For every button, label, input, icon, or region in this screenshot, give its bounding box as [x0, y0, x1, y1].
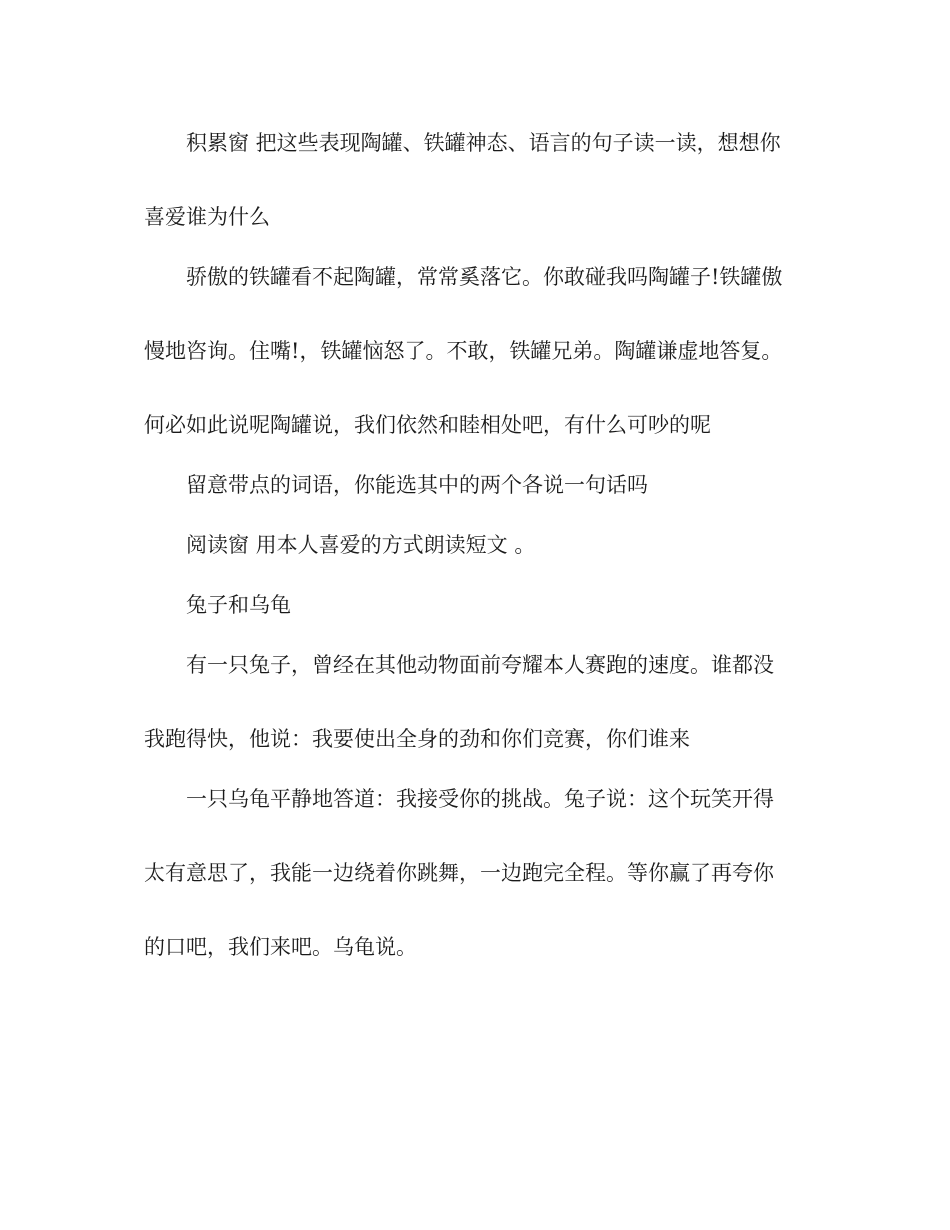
text-line: 留意带点的词语，你能选其中的两个各说一句话吗: [186, 473, 648, 497]
text-line: 有一只兔子，曾经在其他动物面前夸耀本人赛跑的速度。谁都没: [186, 653, 774, 677]
paragraph-dotted-words-task: [144, 464, 809, 506]
text-line: 的口吧，我们来吧。乌龟说。: [144, 935, 417, 959]
paragraph-rabbit-boast: [144, 644, 809, 760]
text-line: 兔子和乌龟: [186, 593, 291, 617]
text-line: 我跑得快，他说：我要使出全身的劲和你们竞赛，你们谁来: [144, 727, 690, 751]
text-line: 慢地咨询。住嘴!，铁罐恼怒了。不敢，铁罐兄弟。陶罐谦虚地答复。: [144, 339, 783, 363]
paragraph-tortoise-reply: [144, 778, 809, 968]
text-line: 一只乌龟平静地答道：我接受你的挑战。兔子说：这个玩笑开得: [186, 787, 774, 811]
text-line: 阅读窗 用本人喜爱的方式朗读短文 。: [186, 533, 536, 557]
text-line: 骄傲的铁罐看不起陶罐，常常奚落它。你敢碰我吗陶罐子!铁罐傲: [186, 265, 783, 289]
story-title: [144, 584, 809, 626]
text-line: 太有意思了，我能一边绕着你跳舞，一边跑完全程。等你赢了再夸你: [144, 861, 774, 885]
paragraph-accumulation-window: [144, 122, 809, 238]
document-body: [144, 122, 809, 968]
text-line: 喜爱谁为什么: [144, 205, 270, 229]
text-line: 何必如此说呢陶罐说，我们依然和睦相处吧，有什么可吵的呢: [144, 413, 711, 437]
text-line: 积累窗 把这些表现陶罐、铁罐神态、语言的句子读一读，想想你: [186, 131, 781, 155]
paragraph-reading-window: [144, 524, 809, 566]
paragraph-iron-pot-dialogue: [144, 256, 809, 446]
